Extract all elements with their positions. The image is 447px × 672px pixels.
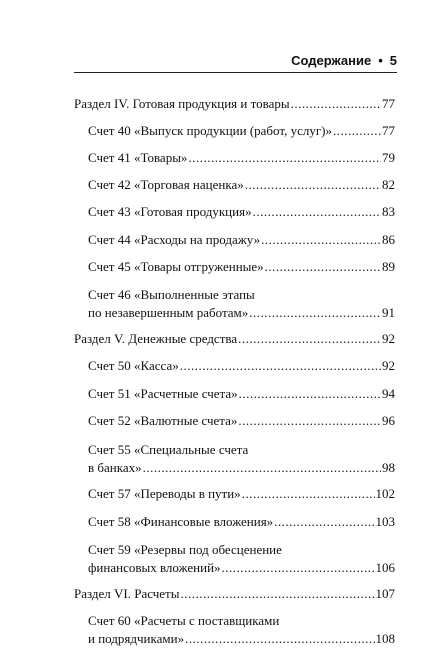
header-page-number: 5 (389, 53, 397, 68)
toc-entry-title: и подрядчиками» (88, 631, 185, 646)
dot-leader (261, 231, 381, 249)
toc-entry-row (88, 513, 395, 531)
dot-leader (333, 122, 381, 140)
dot-leader (180, 357, 381, 375)
toc-entry-title: финансовых вложений» (88, 560, 221, 575)
toc-entry-title: Раздел V. Денежные средства (74, 331, 238, 346)
toc-page-number: 79 (382, 150, 395, 165)
toc-page-number: 82 (382, 177, 395, 192)
toc-entry-row (88, 258, 395, 276)
toc-entry-title: Счет 44 «Расходы на продажу» (88, 232, 261, 247)
toc-account-entry (0, 149, 447, 167)
toc-page-number: 83 (382, 204, 395, 219)
toc-page-number: 103 (375, 514, 395, 529)
toc-entry-row (88, 559, 395, 577)
toc-entry-title: Счет 42 «Торговая наценка» (88, 177, 244, 192)
toc-entry-row (88, 357, 395, 375)
dot-leader (242, 485, 375, 503)
toc-entry-row (88, 203, 395, 221)
toc-account-entry (0, 412, 447, 430)
toc-page-number: 86 (382, 232, 395, 247)
dot-leader (238, 412, 381, 430)
toc-entry-row (88, 485, 395, 503)
toc-entry-title: Раздел VI. Расчеты (74, 586, 180, 601)
toc-account-entry (0, 513, 447, 531)
toc-page-number: 106 (375, 560, 395, 575)
toc-page-number: 92 (382, 358, 395, 373)
toc-page-number: 96 (382, 413, 395, 428)
running-header (74, 50, 397, 73)
toc-entry-row (74, 95, 395, 113)
dot-leader (245, 176, 381, 194)
toc-section-entry (0, 330, 447, 348)
toc-entry-row (88, 630, 395, 648)
toc-entry-title: по незавершенным работам» (88, 305, 249, 320)
toc-entry-title: Счет 50 «Касса» (88, 358, 179, 373)
dot-leader (188, 149, 381, 167)
toc-entry-row (88, 231, 395, 249)
dot-leader (222, 559, 375, 577)
toc-entry-row (88, 304, 395, 322)
toc-page-number: 98 (382, 460, 395, 475)
toc-page-number: 77 (382, 123, 395, 138)
toc-entry-row (88, 122, 395, 140)
toc-section-entry (0, 585, 447, 603)
toc-entry-text-line: Счет 59 «Резервы под обесценение (88, 542, 282, 557)
toc-page-number: 94 (382, 386, 395, 401)
toc-entry-row (88, 385, 395, 403)
header-title-group (291, 53, 397, 68)
toc-entry-row (88, 459, 395, 477)
toc-entry-title: Счет 58 «Финансовые вложения» (88, 514, 274, 529)
toc-page-number: 77 (382, 96, 395, 111)
dot-leader (238, 330, 381, 348)
toc-entry-title: Счет 41 «Товары» (88, 150, 188, 165)
toc-account-entry (0, 203, 447, 221)
dot-leader (253, 203, 381, 221)
dot-leader (239, 385, 381, 403)
toc-entry-title: Счет 43 «Готовая продукция» (88, 204, 252, 219)
toc-entry-title: Раздел IV. Готовая продукция и товары (74, 96, 290, 111)
toc-page-number: 91 (382, 305, 395, 320)
toc-account-entry (0, 258, 447, 276)
toc-entry-row (88, 176, 395, 194)
toc-page-number: 107 (375, 586, 395, 601)
toc-entry-row (88, 149, 395, 167)
toc-account-entry (0, 485, 447, 503)
toc-account-entry (0, 357, 447, 375)
dot-leader (249, 304, 381, 322)
toc-entry-title: Счет 51 «Расчетные счета» (88, 386, 238, 401)
toc-account-entry (0, 176, 447, 194)
header-title: Содержание (291, 53, 372, 68)
toc-entry-text-line: Счет 55 «Специальные счета (88, 442, 249, 457)
dot-leader (291, 95, 381, 113)
toc-page-number: 102 (375, 486, 395, 501)
toc-page-number: 89 (382, 259, 395, 274)
dot-leader (180, 585, 374, 603)
toc-entry-text-line: Счет 60 «Расчеты с поставщиками (88, 613, 280, 628)
toc-entry-row (74, 585, 395, 603)
toc-entry-title: Счет 45 «Товары отгруженные» (88, 259, 264, 274)
dot-leader (265, 258, 381, 276)
dot-leader (274, 513, 374, 531)
toc-entry-title: Счет 52 «Валютные счета» (88, 413, 238, 428)
toc-account-entry (0, 441, 447, 477)
toc-entry-title: Счет 57 «Переводы в пути» (88, 486, 241, 501)
toc-entry-title: в банках» (88, 460, 142, 475)
header-separator: • (378, 53, 383, 68)
toc-section-entry (0, 95, 447, 113)
dot-leader (185, 630, 374, 648)
dot-leader (143, 459, 381, 477)
toc-entry-title: Счет 40 «Выпуск продукции (работ, услуг)» (88, 123, 332, 138)
toc-account-entry (0, 385, 447, 403)
toc-entry-text-line: Счет 46 «Выполненные этапы (88, 287, 255, 302)
toc-entry-row (88, 412, 395, 430)
toc-account-entry (0, 122, 447, 140)
toc-account-entry (0, 286, 447, 322)
toc-entry-row (74, 330, 395, 348)
toc-account-entry (0, 541, 447, 577)
toc-page-number: 108 (375, 631, 395, 646)
toc-account-entry (0, 231, 447, 249)
toc-account-entry (0, 612, 447, 648)
toc-page-number: 92 (382, 331, 395, 346)
